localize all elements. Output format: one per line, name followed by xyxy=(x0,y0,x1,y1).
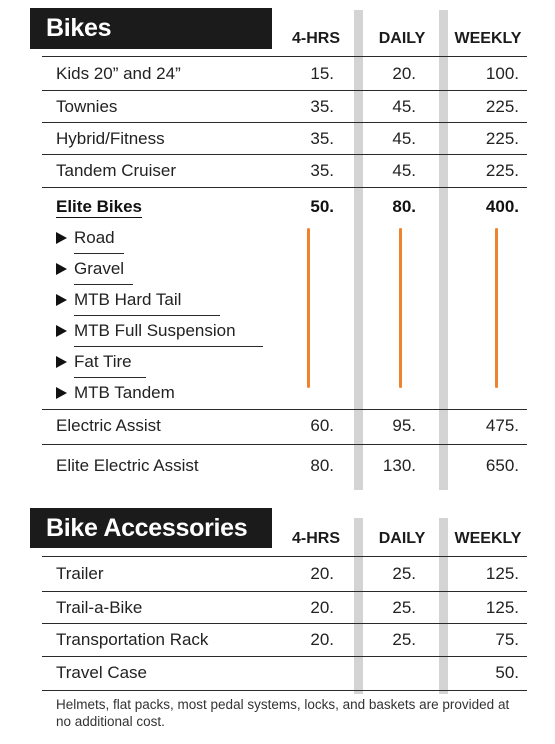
elite-bikes-label: Elite Bikes xyxy=(56,197,142,216)
table-row xyxy=(42,624,527,656)
triangle-bullet-icon xyxy=(56,356,67,368)
triangle-bullet-icon xyxy=(56,325,67,337)
price-4hrs: 35. xyxy=(310,97,334,116)
price-4hrs: 35. xyxy=(310,161,334,180)
elite-item-fat-tire: Fat Tire xyxy=(56,347,132,377)
triangle-bullet-icon xyxy=(56,232,67,244)
row-rule xyxy=(42,444,527,445)
price-weekly: 225. xyxy=(485,129,519,148)
accessories-price-table xyxy=(0,508,555,694)
price-weekly: 75. xyxy=(495,630,519,649)
col-header-4hrs: 4-HRS xyxy=(291,30,340,47)
row-label: Trail-a-Bike xyxy=(56,598,143,617)
header-rule xyxy=(42,56,527,57)
col-header-4hrs: 4-HRS xyxy=(291,530,340,547)
table-row xyxy=(42,58,527,90)
price-weekly: 400. xyxy=(485,197,519,216)
table-row xyxy=(42,657,527,689)
price-weekly: 125. xyxy=(485,564,519,583)
price-daily: 25. xyxy=(392,630,416,649)
price-4hrs: 20. xyxy=(310,598,334,617)
price-4hrs: 35. xyxy=(310,129,334,148)
price-daily: 25. xyxy=(392,598,416,617)
col-header-daily: DAILY xyxy=(378,30,426,47)
col-header-daily: DAILY xyxy=(378,530,426,547)
bikes-title-text: Bikes xyxy=(46,14,112,42)
price-weekly: 125. xyxy=(485,598,519,617)
header-rule xyxy=(42,556,527,557)
accessories-title xyxy=(30,508,272,548)
price-4hrs: 50. xyxy=(310,197,334,216)
table-row xyxy=(42,450,527,482)
elite-bracket-weekly xyxy=(495,228,498,388)
price-daily: 25. xyxy=(392,564,416,583)
row-label: Electric Assist xyxy=(56,416,161,435)
price-daily: 130. xyxy=(382,456,416,475)
triangle-bullet-icon xyxy=(56,294,67,306)
footnote: Helmets, flat packs, most pedal systems, locks, and baskets are provided at no additional cost. xyxy=(56,697,510,729)
elite-item-gravel: Gravel xyxy=(56,254,124,284)
row-label: Hybrid/Fitness xyxy=(56,129,165,148)
col-header-weekly: WEEKLY xyxy=(454,30,522,47)
elite-bracket-daily xyxy=(399,228,402,388)
table-row xyxy=(42,91,527,123)
price-daily: 20. xyxy=(392,64,416,83)
price-weekly: 225. xyxy=(485,97,519,116)
triangle-bullet-icon xyxy=(56,263,67,275)
price-4hrs: 80. xyxy=(310,456,334,475)
elite-bracket-4hrs xyxy=(307,228,310,388)
row-label: Trailer xyxy=(56,564,104,583)
price-4hrs: 60. xyxy=(310,416,334,435)
table-row xyxy=(42,592,527,624)
table-row xyxy=(42,410,527,442)
row-rule xyxy=(42,187,527,188)
price-4hrs: 20. xyxy=(310,564,334,583)
table-row xyxy=(42,123,527,155)
row-label: Travel Case xyxy=(56,663,148,682)
accessories-title-text: Bike Accessories xyxy=(46,513,248,542)
price-daily: 45. xyxy=(392,129,416,148)
row-label: Transportation Rack xyxy=(56,630,209,649)
price-weekly: 650. xyxy=(485,456,519,475)
price-daily: 80. xyxy=(392,197,416,216)
price-daily: 95. xyxy=(392,416,416,435)
price-weekly: 100. xyxy=(485,64,519,83)
row-label: Tandem Cruiser xyxy=(56,161,176,180)
price-weekly: 50. xyxy=(495,663,519,682)
row-label: Kids 20” and 24” xyxy=(56,64,181,83)
elite-item-mtb-tandem: MTB Tandem xyxy=(56,378,175,408)
price-4hrs xyxy=(282,657,334,689)
row-label: Elite Electric Assist xyxy=(56,456,199,475)
price-weekly: 225. xyxy=(485,161,519,180)
row-rule xyxy=(42,690,527,691)
triangle-bullet-icon xyxy=(56,387,67,399)
row-label: Townies xyxy=(56,97,118,116)
price-weekly: 475. xyxy=(485,416,519,435)
price-daily: 45. xyxy=(392,161,416,180)
table-row xyxy=(42,155,527,187)
elite-bikes-row xyxy=(42,191,527,223)
bikes-title xyxy=(30,8,272,49)
elite-item-mtb-hard-tail: MTB Hard Tail xyxy=(56,285,181,315)
price-daily xyxy=(372,657,416,689)
price-4hrs: 20. xyxy=(310,630,334,649)
elite-item-mtb-full-suspension: MTB Full Suspension xyxy=(56,316,236,346)
price-daily: 45. xyxy=(392,97,416,116)
elite-item-road: Road xyxy=(56,223,115,253)
table-row xyxy=(42,558,527,590)
col-header-weekly: WEEKLY xyxy=(454,530,522,547)
price-4hrs: 15. xyxy=(310,64,334,83)
